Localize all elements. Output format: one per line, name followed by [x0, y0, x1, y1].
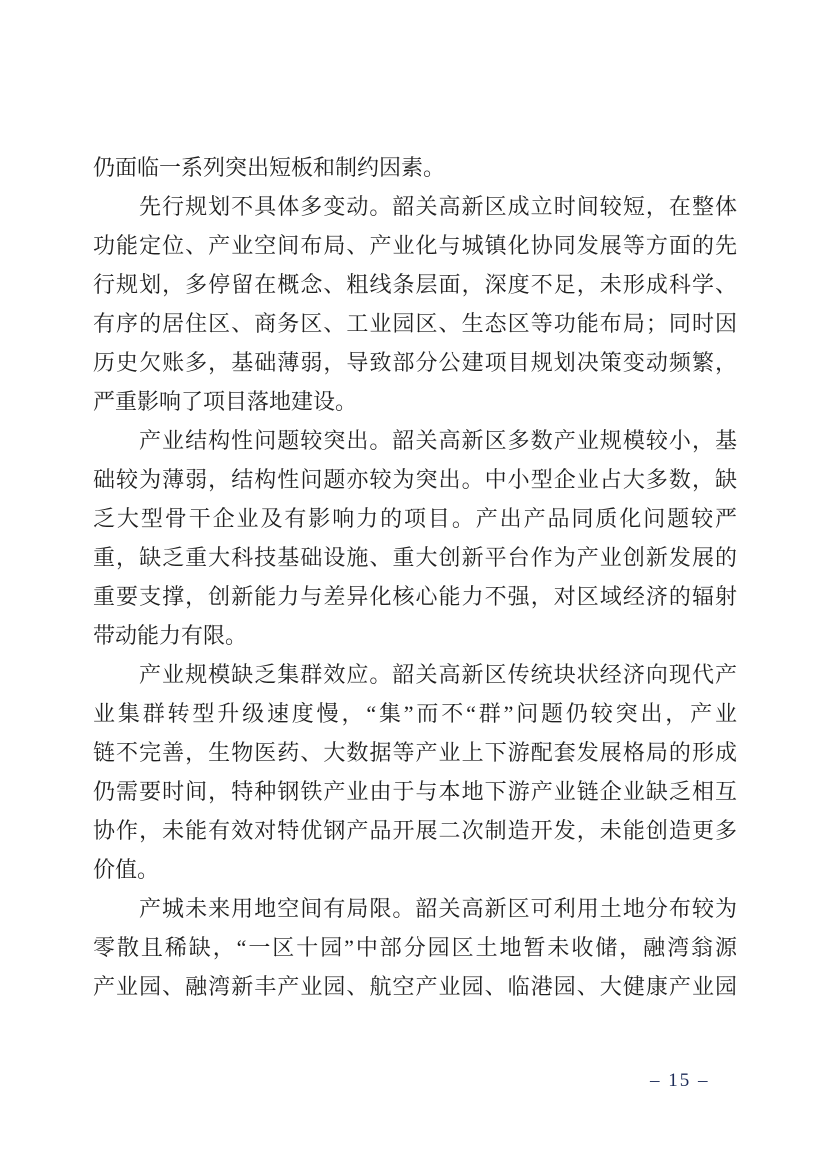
text-line: 功能定位、产业空间布局、产业化与城镇化协同发展等方面的先 — [93, 233, 737, 258]
text-line: 仍需要时间，特种钢铁产业由于与本地下游产业链企业缺乏相互 — [93, 779, 737, 804]
text-line: 础较为薄弱，结构性问题亦较为突出。中小型企业占大多数，缺 — [93, 467, 737, 492]
paragraph — [93, 187, 737, 421]
text-line: 带动能力有限。 — [93, 623, 248, 648]
text-line: 重，缺乏重大科技基础设施、重大创新平台作为产业创新发展的 — [93, 545, 737, 570]
text-line: 行规划，多停留在概念、粗线条层面，深度不足，未形成科学、 — [93, 272, 737, 297]
paragraph — [93, 421, 737, 655]
paragraph — [93, 655, 737, 889]
text-line: 先行规划不具体多变动。韶关高新区成立时间较短，在整体 — [139, 194, 737, 219]
text-line: 价值。 — [93, 857, 160, 882]
paragraph — [93, 148, 737, 187]
text-line: 零散且稀缺，“一区十园”中部分园区土地暂未收储，融湾翁源 — [93, 935, 737, 960]
text-line: 产业规模缺乏集群效应。韶关高新区传统块状经济向现代产 — [139, 662, 737, 687]
text-line: 产业结构性问题较突出。韶关高新区多数产业规模较小，基 — [139, 428, 737, 453]
text-line: 有序的居住区、商务区、工业园区、生态区等功能布局；同时因 — [93, 311, 737, 336]
text-line: 重要支撑，创新能力与差异化核心能力不强，对区域经济的辐射 — [93, 584, 737, 609]
text-line: 仍面临一系列突出短板和制约因素。 — [93, 155, 446, 180]
text-line: 业集群转型升级速度慢，“集”而不“群”问题仍较突出，产业 — [93, 701, 737, 726]
paragraph — [93, 889, 737, 1006]
document-body — [93, 148, 737, 1006]
text-line: 链不完善，生物医药、大数据等产业上下游配套发展格局的形成 — [93, 740, 737, 765]
text-line: 历史欠账多，基础薄弱，导致部分公建项目规划决策变动频繁， — [93, 350, 737, 375]
text-line: 产城未来用地空间有局限。韶关高新区可利用土地分布较为 — [139, 896, 737, 921]
page-number: – 15 – — [650, 1070, 710, 1091]
text-line: 协作，未能有效对特优钢产品开展二次制造开发，未能创造更多 — [93, 818, 737, 843]
text-line: 严重影响了项目落地建设。 — [93, 389, 358, 414]
text-line: 乏大型骨干企业及有影响力的项目。产出产品同质化问题较严 — [93, 506, 737, 531]
text-line: 产业园、融湾新丰产业园、航空产业园、临港园、大健康产业园 — [93, 974, 737, 999]
